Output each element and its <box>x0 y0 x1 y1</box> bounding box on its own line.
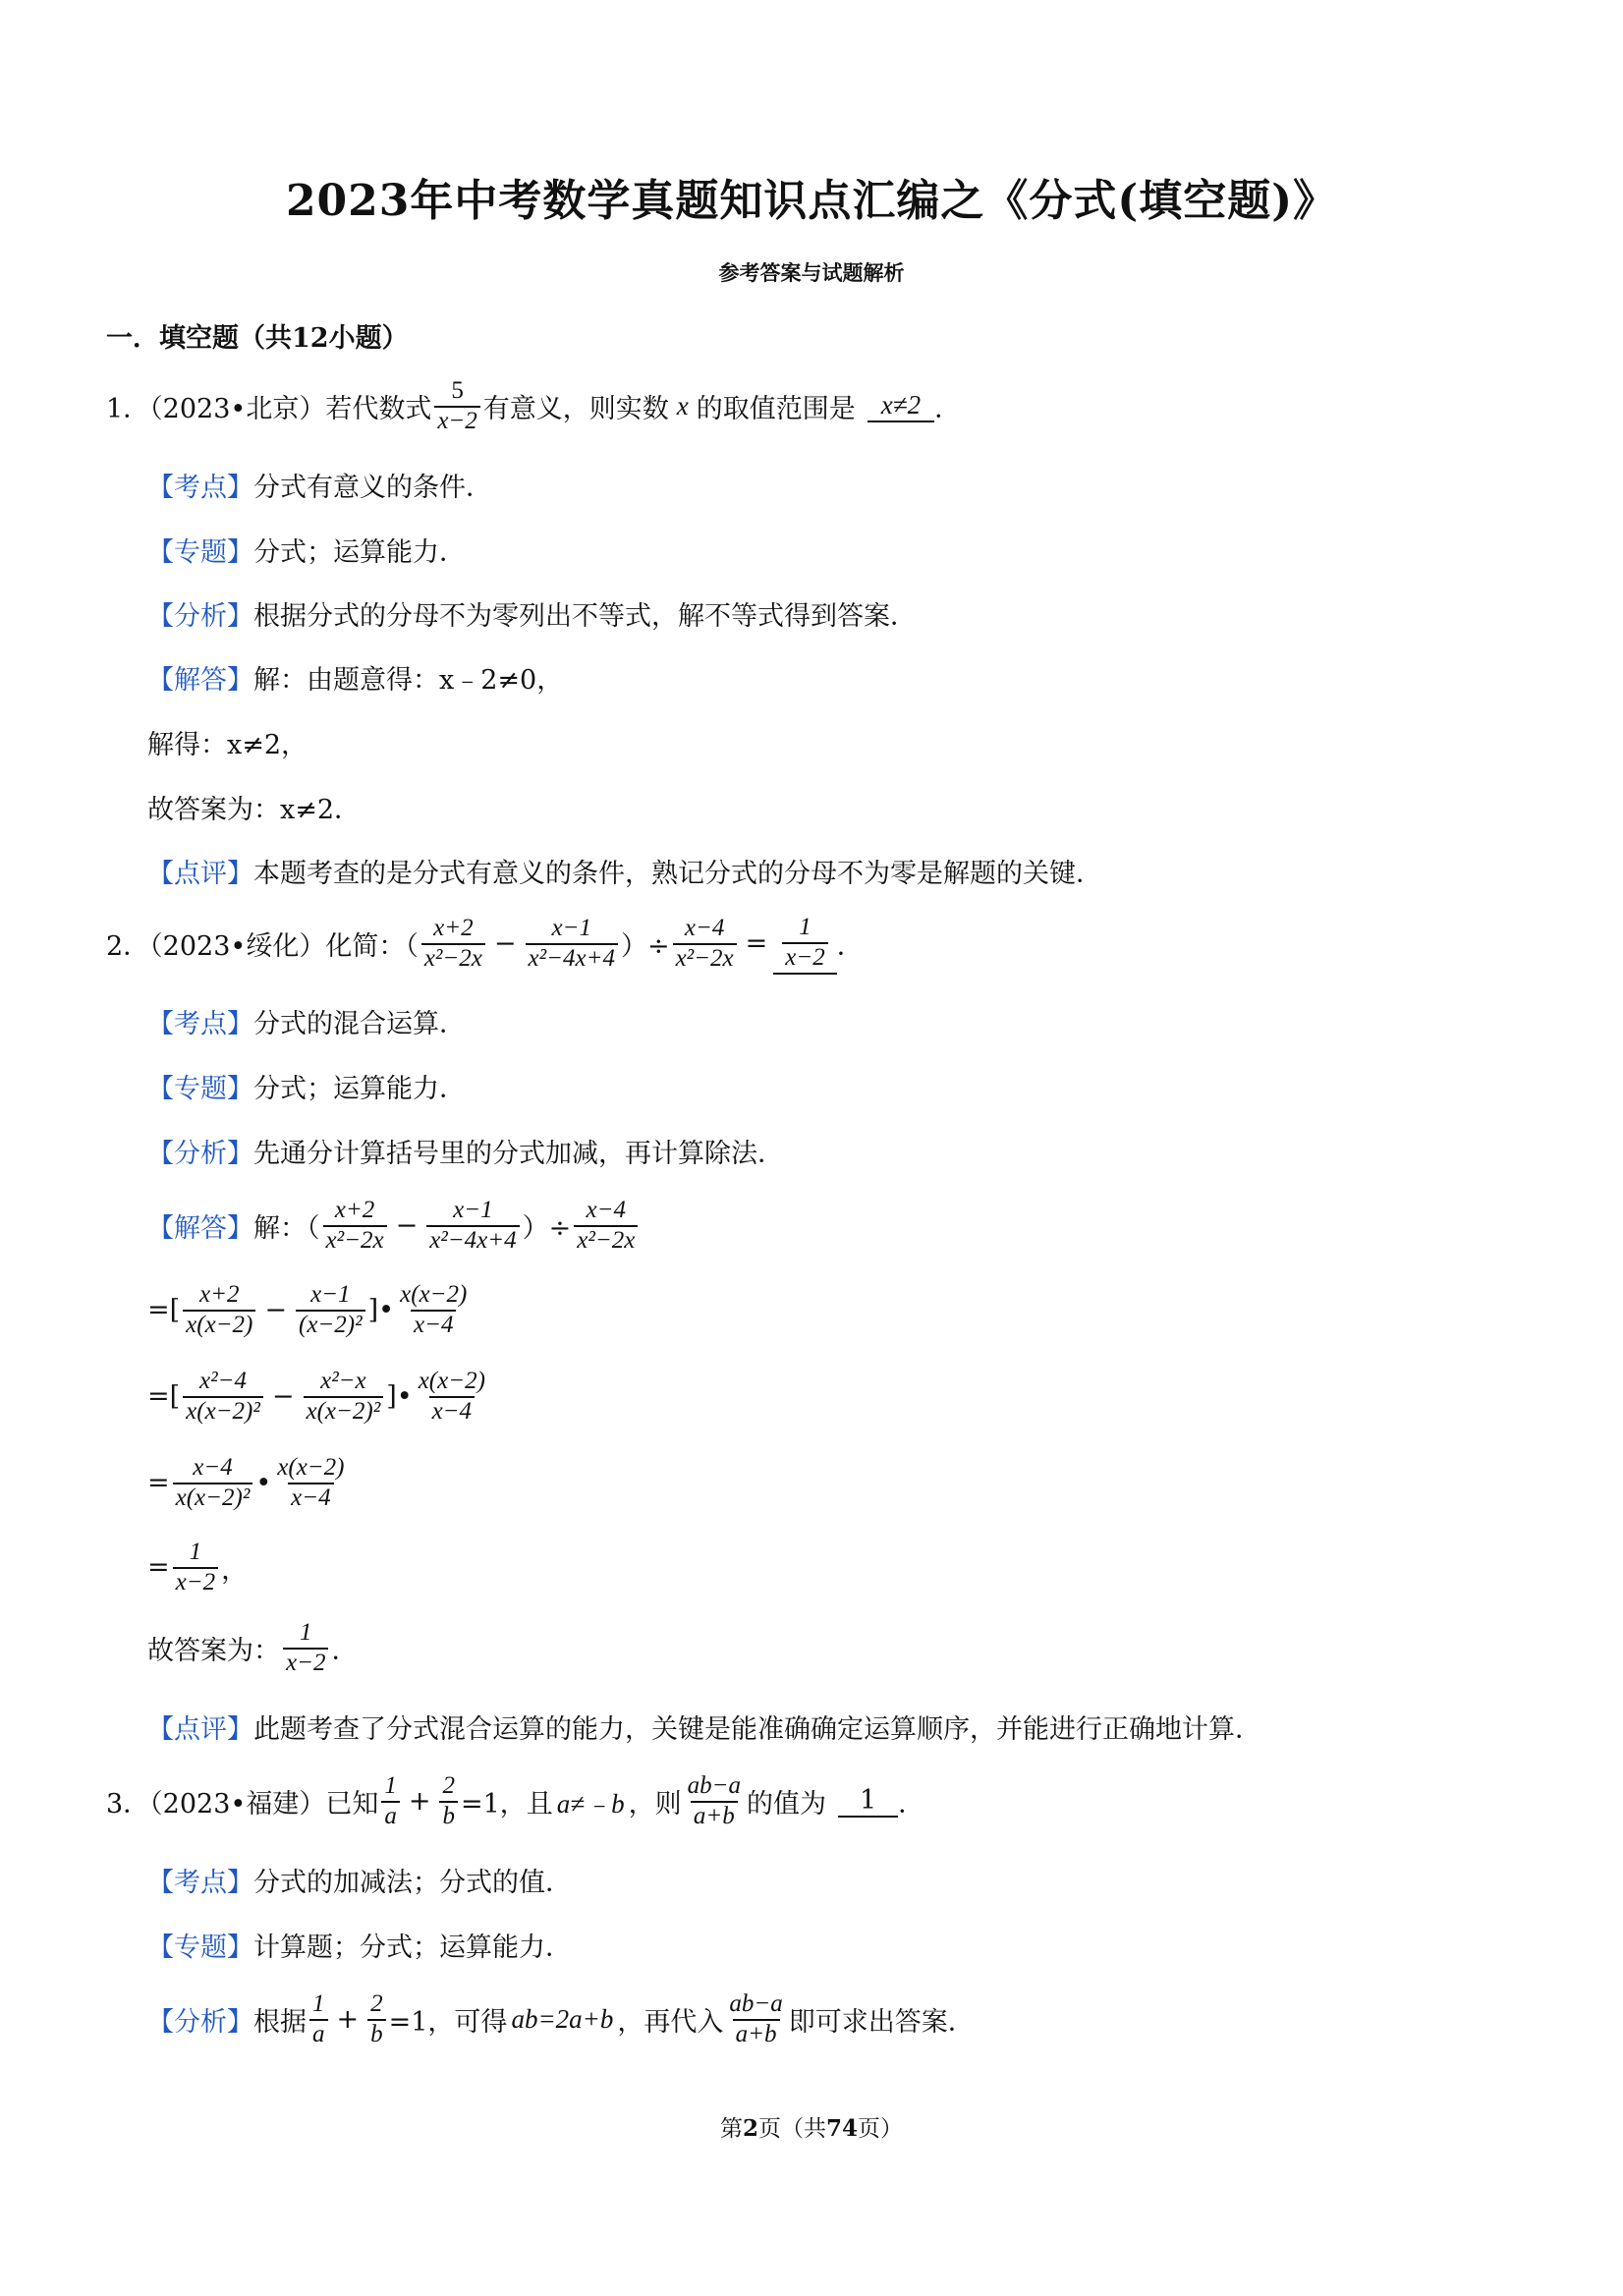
q1-answer-blank: x≠2 <box>867 390 934 422</box>
q3-statement: 3．（2023•福建）已知 $\frac{1}{a}$ + $\frac{2}{b}$ =1，且 a≠﹣b ，则 $\frac{ab-a}{a+b}$ 的值为 1 ． <box>106 1772 925 1829</box>
q2-step-3: = $\frac{x-4}{\text{x(x−2)²}}$ • $\frac{x(x-2)}{x-4}$ <box>147 1454 345 1511</box>
q3-fenxi: 【分析】 根据 $\frac{1}{a}$ + $\frac{2}{b}$ =1，可得 ab=2a+b ，再代入 $\frac{ab-a}{a+b}$ 即可求出答案． <box>147 1990 975 2047</box>
q1-fraction: $\frac{5}{x-2}$ <box>434 377 479 436</box>
q3-zhuanti: 【专题】 计算题；分式；运算能力． <box>147 1932 572 1963</box>
q1-step: 解得：x≠2， <box>147 730 308 760</box>
q2-step-2: =[ $\frac{\text{x²−4}}{\text{x(x−2)²}}$ − $\frac{\text{x²−x}}{\text{x(x−2)²}}$ ]• $\frac{x(x-2)}{x-4}$ <box>147 1368 485 1425</box>
q2-dianping: 【点评】 此题考查了分式混合运算的能力，关键是能准确确定运算顺序，并能进行正确地计算． <box>147 1714 1261 1745</box>
q2-zhuanti: 【专题】 分式；运算能力． <box>147 1074 466 1104</box>
q2-step-1: =[ $\frac{x+2}{x(x-2)}$ − $\frac{x-1}{\text{(x−2)²}}$ ]• $\frac{x(x-2)}{x-4}$ <box>147 1281 468 1338</box>
q2-kaodian: 【考点】 分式的混合运算． <box>147 1009 466 1039</box>
q3-answer-blank: 1 <box>838 1785 898 1818</box>
page-total: 74 <box>826 2115 859 2142</box>
page-subtitle: 参考答案与试题解析 <box>718 260 905 285</box>
page-number: 2 <box>742 2115 758 2142</box>
page-title: 2023年中考数学真题知识点汇编之《分式(填空题)》 <box>285 176 1338 226</box>
q1-answer-line: 故答案为：x≠2． <box>147 795 362 825</box>
page-footer: 第2页（共74页） <box>719 2115 904 2142</box>
q2-fenxi: 【分析】 先通分计算括号里的分式加减，再计算除法． <box>147 1139 784 1169</box>
section-heading: 一．填空题（共12小题） <box>106 323 409 354</box>
q3-kaodian: 【考点】 分式的加减法；分式的值． <box>147 1868 572 1898</box>
q1-kaodian: 【考点】 分式有意义的条件． <box>147 473 492 503</box>
q1-fenxi: 【分析】 根据分式的分母不为零列出不等式，解不等式得到答案． <box>147 601 917 632</box>
q2-answer-blank: $\frac{1}{x-2}$ <box>773 914 836 975</box>
q1-jieda: 【解答】 解：由题意得：x﹣2≠0， <box>147 665 564 696</box>
q2-answer-line: 故答案为： $\frac{1}{x-2}$ ． <box>147 1619 359 1676</box>
q1-statement: 1．（2023•北京）若代数式 $\frac{5}{x-2}$ 有意义，则实数 x 的取值范围是 x≠2 ． <box>106 377 962 434</box>
q1-dianping: 【点评】 本题考查的是分式有意义的条件，熟记分式的分母不为零是解题的关键． <box>147 859 1102 889</box>
q2-statement: 2．（2023•绥化）化简：（ $\frac{x+2}{\text{x²−2x}}$ − $\frac{x-1}{\text{x²−4x+4}}$ ）÷ $\frac{x-4}{\text{x²−2x}}$ = $\frac{1}{x-2}$ ． <box>106 914 864 975</box>
q2-step-4: = $\frac{1}{x-2}$ ， <box>147 1539 249 1596</box>
q1-zhuanti: 【专题】 分式；运算能力． <box>147 537 466 568</box>
q2-jieda: 【解答】 解：（ $\frac{x+2}{\text{x²−2x}}$ − $\frac{x-1}{\text{x²−4x+4}}$ ）÷ $\frac{x-4}{\text{x²−2x}}$ <box>147 1197 641 1256</box>
